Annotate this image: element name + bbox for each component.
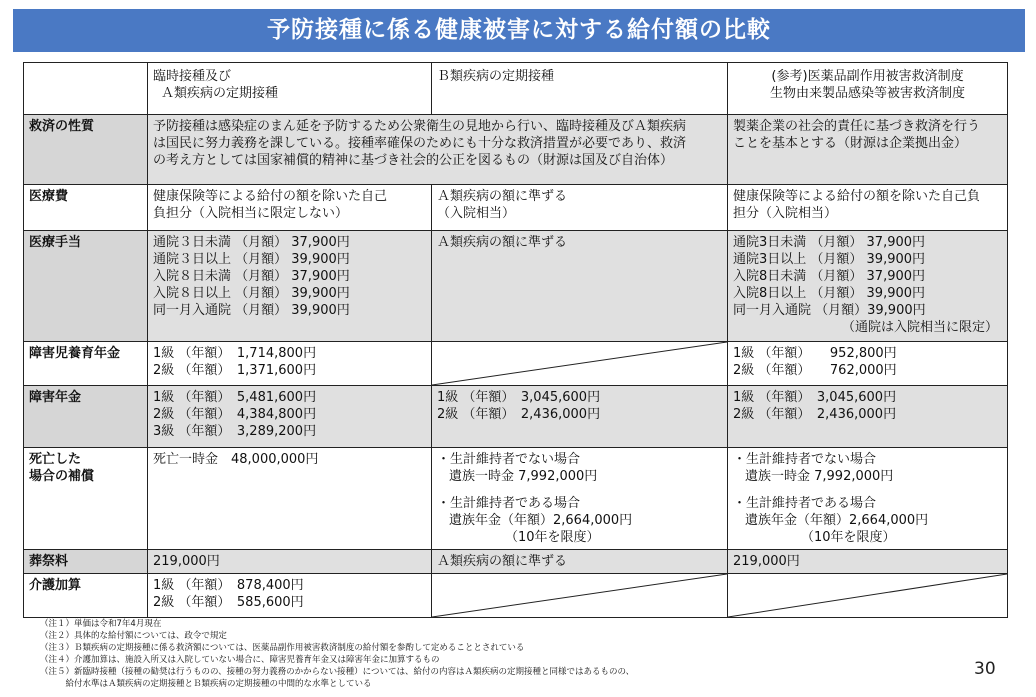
child-pension-col1 xyxy=(148,342,432,386)
cell-line: （入院相当） xyxy=(437,206,516,221)
row-label: 介護加算 xyxy=(24,574,148,618)
case-title: ・生計維持者でない場合 xyxy=(437,452,581,467)
header-col1 xyxy=(148,63,432,115)
footnote: （注４）介護加算は、施設入所又は入院していない場合に、障害児養育年金又は障害年金に加算するもの xyxy=(40,655,440,665)
cell-line: 2級 （年額） 4,384,800円 xyxy=(153,407,317,422)
nature-text-line: の考え方としては国家補償的精神に基づき社会的公正を図るもの（財源は国及び自治体） xyxy=(153,153,674,168)
case-value: 遺族年金（年額）2,664,000円 xyxy=(449,513,633,528)
footnote: （注１）単価は令和7年4月現在 xyxy=(40,619,162,629)
diagonal-slash xyxy=(432,342,727,385)
cell-line: 入院8日以上 （月額） 39,900円 xyxy=(733,286,926,301)
footnote: （注５）新臨時接種（接種の勧奨は行うものの、接種の努力義務のかからない接種）については、給付の内容はＡ類疾病の定期接種と同様ではあるものの、 xyxy=(40,667,635,677)
case-value: 遺族一時金 7,992,000円 xyxy=(745,469,894,484)
table-row-medical-allowance xyxy=(24,231,1008,342)
table-row-nursing xyxy=(24,574,1008,618)
table-row-disability-pension xyxy=(24,386,1008,448)
funeral-col1: 219,000円 xyxy=(148,550,432,574)
table-row-nature xyxy=(24,115,1008,185)
header-col2 xyxy=(432,63,728,115)
header-col1-line: 臨時接種及び xyxy=(153,69,232,84)
cell-line: 3級 （年額） 3,289,200円 xyxy=(153,424,317,439)
header-col2-line: Ｂ類疾病の定期接種 xyxy=(437,69,555,84)
footnote: 給付水準はＡ類疾病の定期接種とＢ類疾病の定期接種の中間的な水準としている xyxy=(40,679,372,689)
cell-line: 通院3日以上 （月額） 39,900円 xyxy=(733,252,926,267)
row-label: 医療費 xyxy=(24,185,148,231)
footnotes xyxy=(40,618,940,690)
row-label xyxy=(24,448,148,550)
cell-line: Ａ類疾病の額に準ずる xyxy=(437,235,568,250)
medical-allowance-col1 xyxy=(148,231,432,342)
nature-col3-line: 製薬企業の社会的責任に基づき救済を行う xyxy=(733,119,981,134)
cell-line: 2級 （年額） 762,000円 xyxy=(733,363,897,378)
row-label: 救済の性質 xyxy=(24,115,148,185)
footnote: （注３）Ｂ類疾病の定期接種に係る救済額については、医薬品副作用被害救済制度の給付額を参酌して定めることとされている xyxy=(40,643,525,653)
case-note: （10年を限度） xyxy=(505,530,600,545)
cell-line: 2級 （年額） 2,436,000円 xyxy=(733,407,897,422)
case-title: ・生計維持者でない場合 xyxy=(733,452,877,467)
cell-note: （通院は入院相当に限定） xyxy=(841,320,998,335)
header-col3 xyxy=(728,63,1008,115)
medical-allowance-col3 xyxy=(728,231,1008,342)
not-applicable-cell xyxy=(432,342,728,386)
cell-line: 1級 （年額） 3,045,600円 xyxy=(437,390,601,405)
disability-pension-col1 xyxy=(148,386,432,448)
case-note: （10年を限度） xyxy=(801,530,896,545)
cell-line: 担分（入院相当） xyxy=(733,206,838,221)
row-label: 障害児養育年金 xyxy=(24,342,148,386)
cell-line: 健康保険等による給付の額を除いた自己負 xyxy=(733,189,981,204)
header-col3-line: (参考)医薬品副作用被害救済制度 xyxy=(771,69,964,84)
medical-expenses-col1 xyxy=(148,185,432,231)
case-value: 遺族一時金 7,992,000円 xyxy=(449,469,598,484)
cell-line: 死亡一時金 48,000,000円 xyxy=(153,452,319,467)
cell-line: 通院３日未満 （月額） 37,900円 xyxy=(153,235,350,250)
header-col3-line: 生物由来製品感染等被害救済制度 xyxy=(769,86,965,101)
cell-line: 1級 （年額） 5,481,600円 xyxy=(153,390,317,405)
cell-line: 2級 （年額） 2,436,000円 xyxy=(437,407,601,422)
diagonal-slash xyxy=(432,574,727,617)
nature-text-line: 予防接種は感染症のまん延を予防するため公衆衛生の見地から行い、臨時接種及びＡ類疾病 xyxy=(153,119,687,134)
death-col2 xyxy=(432,448,728,550)
cell-line: 1級 （年額） 878,400円 xyxy=(153,578,304,593)
cell-line: Ａ類疾病の額に準ずる xyxy=(437,189,568,204)
nursing-col1 xyxy=(148,574,432,618)
medical-expenses-col2 xyxy=(432,185,728,231)
row-label-line: 死亡した xyxy=(29,452,82,467)
cell-line: 入院８日以上 （月額） 39,900円 xyxy=(153,286,350,301)
corner-cell xyxy=(24,63,148,115)
table-row-funeral xyxy=(24,550,1008,574)
table-row-medical-expenses xyxy=(24,185,1008,231)
header-col1-line: Ａ類疾病の定期接種 xyxy=(161,86,279,101)
cell-line: 1級 （年額） 3,045,600円 xyxy=(733,390,897,405)
cell-line: 入院8日未満 （月額） 37,900円 xyxy=(733,269,926,284)
page-number: 30 xyxy=(974,659,996,679)
table-header-row xyxy=(24,63,1008,115)
nature-col3 xyxy=(728,115,1008,185)
footnote: （注２）具体的な給付額については、政令で規定 xyxy=(40,631,227,641)
nature-col3-line: ことを基本とする（財源は企業拠出金） xyxy=(733,136,968,151)
not-applicable-cell xyxy=(728,574,1008,618)
disability-pension-col3 xyxy=(728,386,1008,448)
cell-line: 通院３日以上 （月額） 39,900円 xyxy=(153,252,350,267)
death-col1 xyxy=(148,448,432,550)
case-title: ・生計維持者である場合 xyxy=(733,496,877,511)
medical-allowance-col2 xyxy=(432,231,728,342)
nature-merged-cell xyxy=(148,115,728,185)
medical-expenses-col3 xyxy=(728,185,1008,231)
death-col3 xyxy=(728,448,1008,550)
not-applicable-cell xyxy=(432,574,728,618)
row-label: 障害年金 xyxy=(24,386,148,448)
cell-line: 同一月入通院 （月額）39,900円 xyxy=(733,303,926,318)
cell-line: 負担分（入院相当に限定しない） xyxy=(153,206,349,221)
diagonal-slash xyxy=(728,574,1007,617)
cell-line: 1級 （年額） 952,800円 xyxy=(733,346,897,361)
row-label: 医療手当 xyxy=(24,231,148,342)
case-title: ・生計維持者である場合 xyxy=(437,496,581,511)
funeral-col2: Ａ類疾病の額に準ずる xyxy=(432,550,728,574)
benefit-comparison-table xyxy=(23,62,1008,618)
cell-line: 同一月入通院 （月額） 39,900円 xyxy=(153,303,350,318)
cell-line: 1級 （年額） 1,714,800円 xyxy=(153,346,317,361)
cell-line: 入院８日未満 （月額） 37,900円 xyxy=(153,269,350,284)
table-row-death xyxy=(24,448,1008,550)
cell-line: 2級 （年額） 585,600円 xyxy=(153,595,304,610)
cell-line: 通院3日未満 （月額） 37,900円 xyxy=(733,235,926,250)
cell-line: 2級 （年額） 1,371,600円 xyxy=(153,363,317,378)
table-row-child-pension xyxy=(24,342,1008,386)
page-title: 予防接種に係る健康被害に対する給付額の比較 xyxy=(13,9,1025,52)
row-label: 葬祭料 xyxy=(24,550,148,574)
child-pension-col3 xyxy=(728,342,1008,386)
row-label-line: 場合の補償 xyxy=(29,469,95,484)
disability-pension-col2 xyxy=(432,386,728,448)
cell-line: 健康保険等による給付の額を除いた自己 xyxy=(153,189,388,204)
nature-text-line: は国民に努力義務を課している。接種率確保のためにも十分な救済措置が必要であり、救済 xyxy=(153,136,687,151)
case-value: 遺族年金（年額）2,664,000円 xyxy=(745,513,929,528)
funeral-col3: 219,000円 xyxy=(728,550,1008,574)
